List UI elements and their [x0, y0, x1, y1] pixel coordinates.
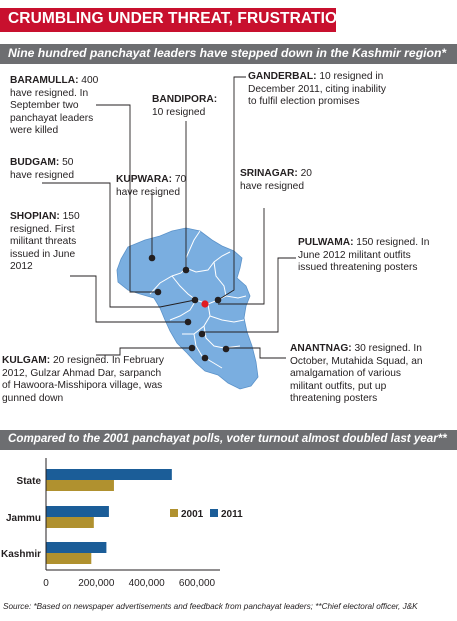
turnout-bar-chart	[0, 455, 457, 595]
annotation-text: 50 have resigned	[10, 157, 75, 181]
leader-kulgam	[96, 348, 192, 355]
marker-kulgam	[189, 345, 196, 352]
bar-kashmir-2011	[46, 542, 106, 553]
district-name: PULWAMA:	[298, 237, 354, 248]
annotation-shopian	[10, 211, 84, 274]
district-name: KUPWARA:	[116, 174, 173, 185]
annotation-text: 400 have resigned. In September two panchayat leaders were killed	[10, 75, 99, 136]
annotation-text: 70 have resigned	[116, 174, 187, 198]
source-note: Source: *Based on newspaper advertisements and feedback from panchayat leaders; **Chief electoral officer, J&K	[3, 602, 418, 611]
x-tick-label: 0	[43, 578, 49, 589]
annotation-bandipora	[152, 94, 224, 119]
bar-state-2001	[46, 480, 114, 491]
x-tick-label: 600,000	[178, 578, 216, 589]
marker-budgam	[192, 297, 199, 304]
annotation-ganderbal	[248, 71, 388, 109]
bar-kashmir-2001	[46, 553, 91, 564]
marker-anantnag	[223, 346, 230, 353]
annotation-text: 20 have resigned	[240, 168, 312, 192]
map-subtitle: Nine hundred panchayat leaders have stepped down in the Kashmir region*	[8, 46, 447, 60]
category-label-state: State	[16, 476, 41, 487]
annotation-pulwama	[298, 237, 438, 275]
district-name: BARAMULLA:	[10, 75, 79, 86]
bar-jammu-2001	[46, 517, 94, 528]
annotation-kulgam	[2, 355, 170, 405]
annotation-srinagar	[240, 168, 312, 193]
marker-baramulla	[155, 289, 162, 296]
annotation-anantnag	[290, 343, 430, 406]
marker-kulgam-south	[202, 355, 209, 362]
legend-label-2011: 2011	[221, 509, 243, 520]
bar-state-2011	[46, 469, 172, 480]
marker-ganderbal	[215, 297, 222, 304]
district-name: SRINAGAR:	[240, 168, 298, 179]
legend-label-2001: 2001	[181, 509, 204, 520]
district-name: SHOPIAN:	[10, 211, 60, 222]
marker-srinagar	[201, 300, 208, 307]
marker-kupwara	[149, 255, 156, 262]
annotation-budgam	[10, 157, 78, 182]
category-label-jammu: Jammu	[5, 513, 41, 524]
chart-subheader	[0, 430, 457, 450]
legend-swatch-2001	[170, 509, 178, 517]
chart-subtitle: Compared to the 2001 panchayat polls, voter turnout almost doubled last year**	[8, 432, 447, 445]
marker-pulwama	[199, 331, 206, 338]
x-tick-label: 400,000	[128, 578, 165, 589]
annotation-text: 10 resigned	[152, 106, 206, 118]
bar-jammu-2011	[46, 506, 109, 517]
annotation-kupwara	[116, 174, 188, 199]
district-name: GANDERBAL:	[248, 71, 317, 82]
annotation-text: 150 resigned. In June 2012 militant outfits issued threatening posters	[298, 237, 430, 273]
page-title: CRUMBLING UNDER THREAT, FRUSTRATION	[8, 10, 349, 27]
annotation-text: 20 resigned. In February 2012, Gulzar Ahmad Dar, sarpanch of Hawoora-Misshipora village, was gunned down	[2, 355, 164, 404]
district-name: BANDIPORA:	[152, 94, 218, 105]
marker-shopian	[185, 319, 192, 326]
annotation-baramulla	[10, 75, 102, 138]
district-name: BUDGAM:	[10, 157, 60, 168]
annotation-text: 10 resigned in December 2011, citing inability to fulfil election promises	[248, 71, 386, 107]
district-name: ANANTNAG:	[290, 343, 352, 354]
marker-bandipora	[183, 267, 190, 274]
x-tick-label: 200,000	[78, 578, 115, 589]
district-name: KULGAM:	[2, 355, 51, 366]
map-subheader	[0, 44, 457, 64]
legend-swatch-2011	[210, 509, 218, 517]
annotation-text: 150 resigned. First militant threats issued in June 2012	[10, 211, 80, 272]
annotation-text: 30 resigned. In October, Mutahida Squad, an amalgamation of various militant outfits, put up threatening posters	[290, 343, 423, 404]
title-banner	[0, 8, 349, 32]
category-label-kashmir: Kashmir	[0, 549, 41, 560]
